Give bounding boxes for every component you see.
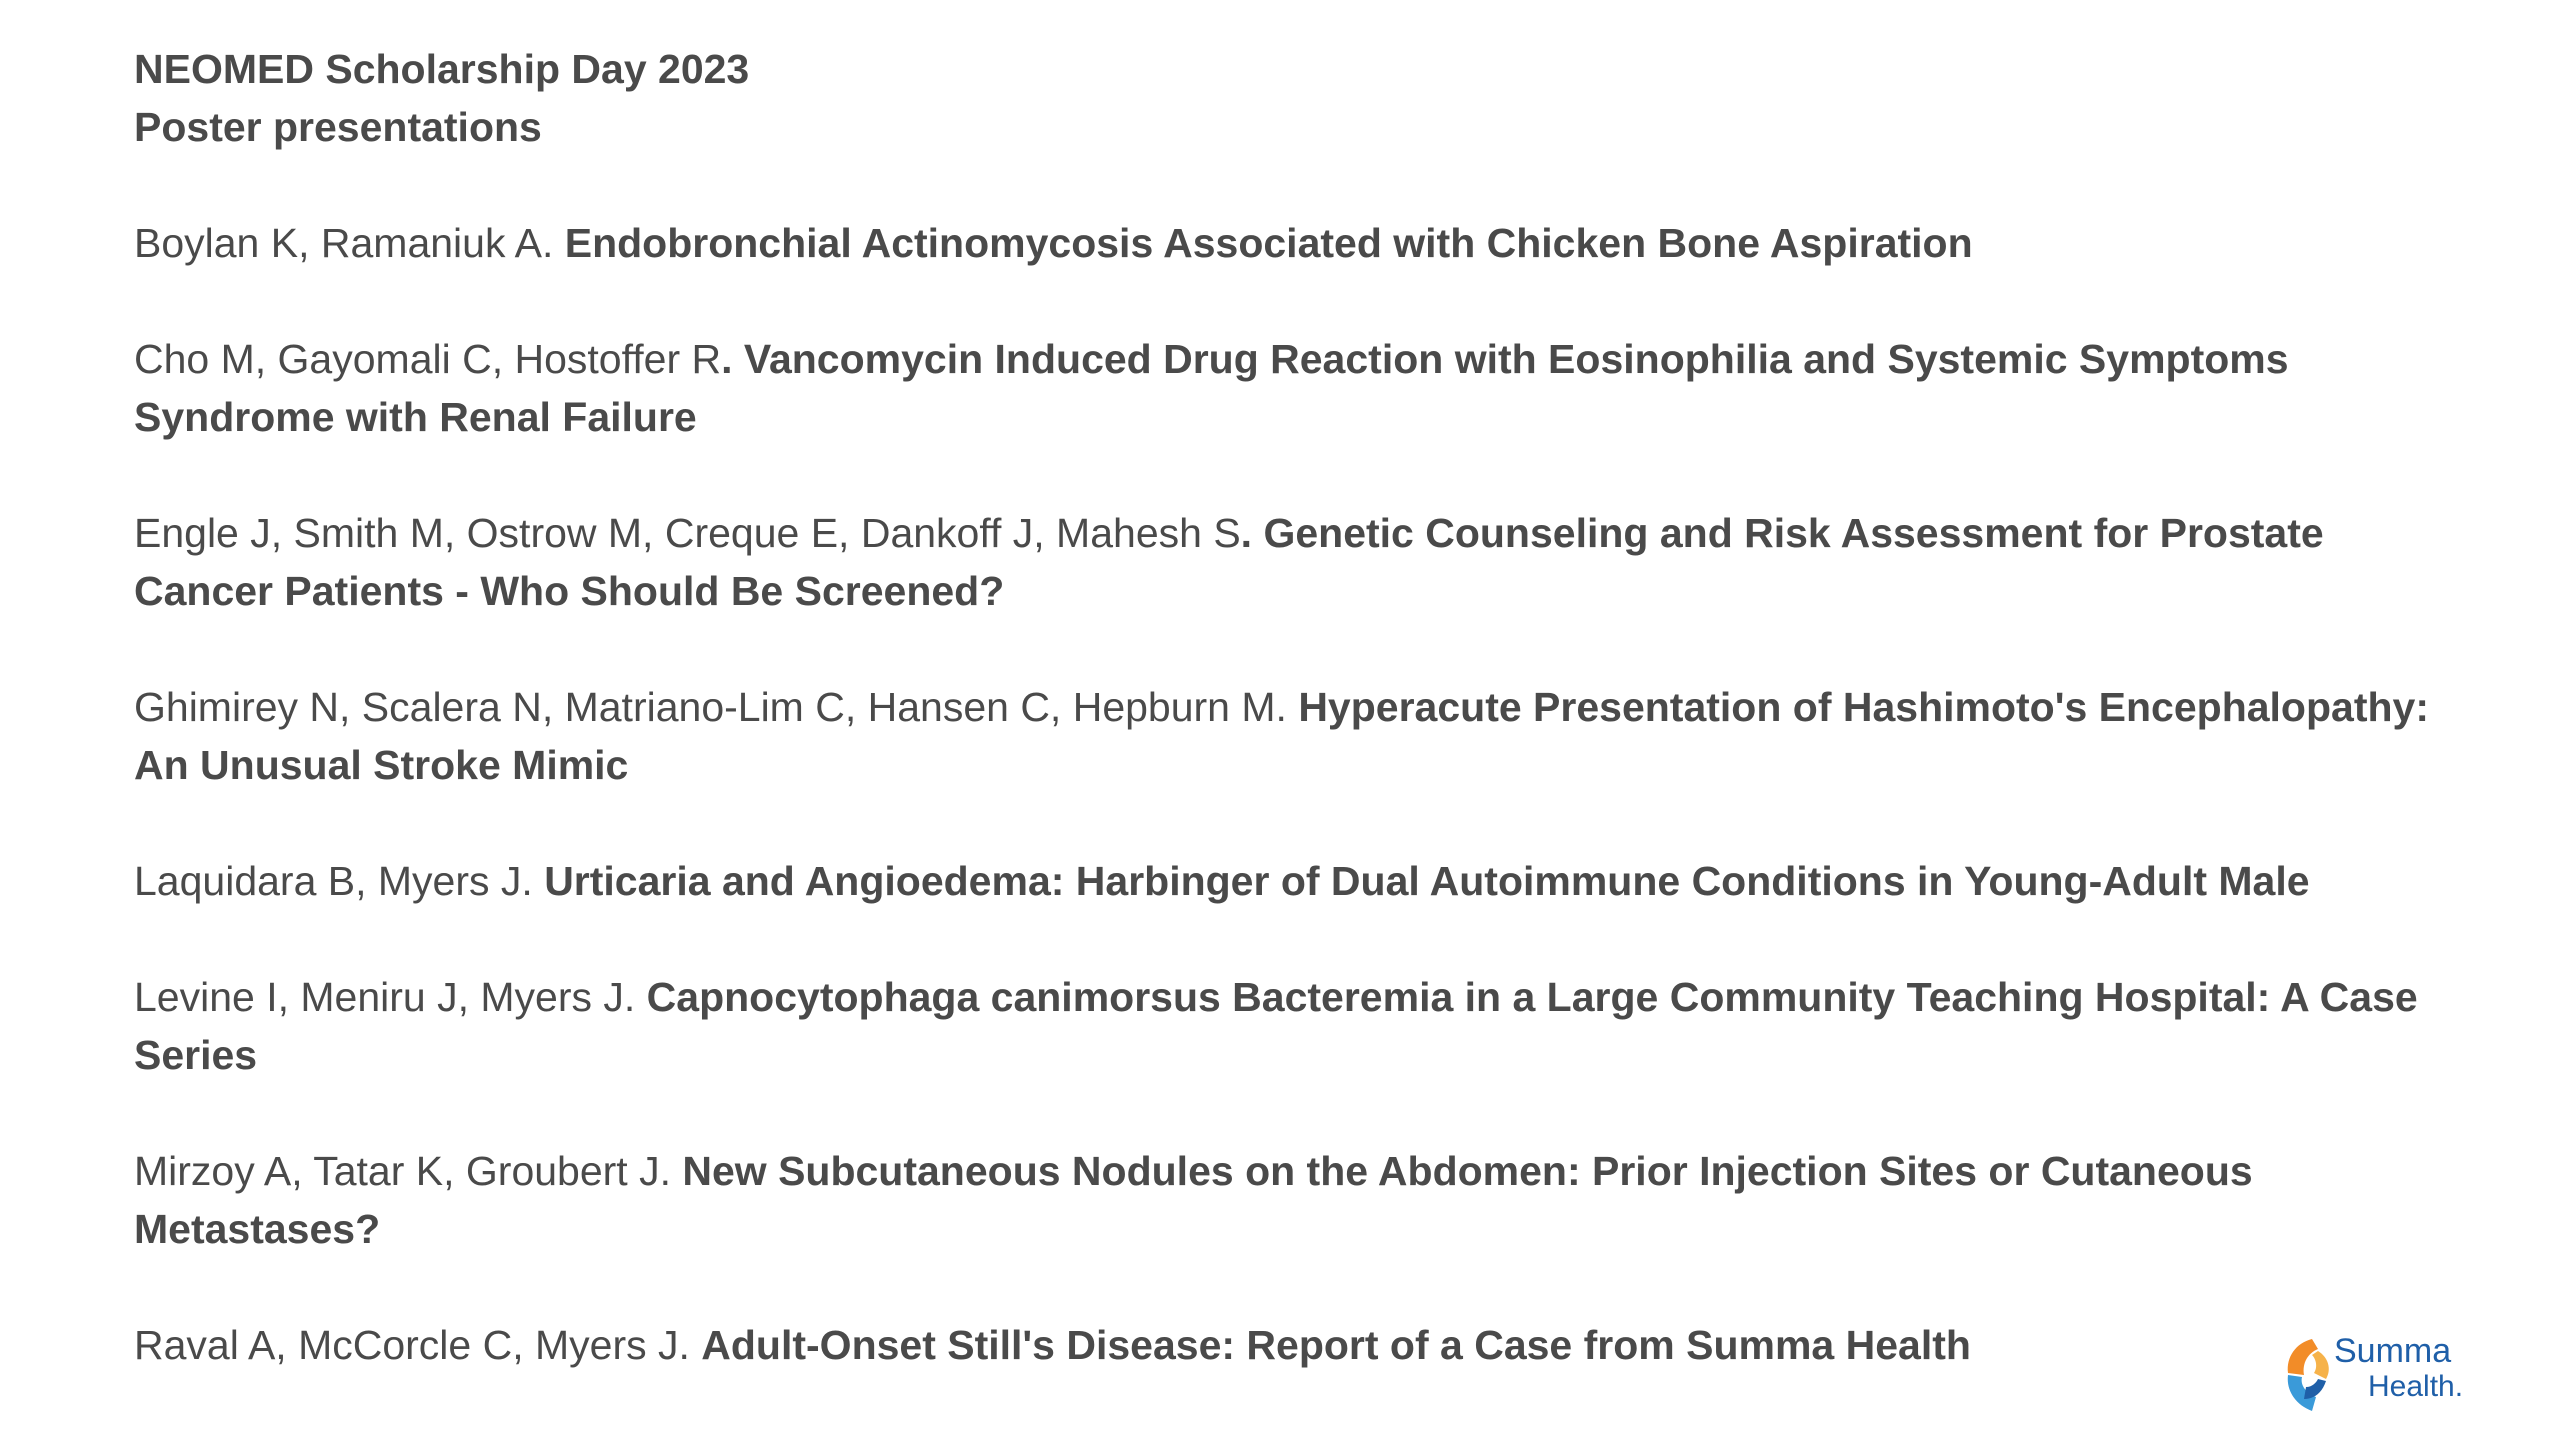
poster-list bbox=[134, 214, 2474, 1374]
poster-title: . Vancomycin Induced Drug Reaction with Eosinophilia and Systemic Symptoms Syndrome with Renal Failure bbox=[134, 336, 2289, 440]
poster-title: . Genetic Counseling and Risk Assessment for Prostate Cancer Patients - Who Should Be Screened? bbox=[134, 510, 2324, 614]
poster-title: Adult-Onset Still's Disease: Report of a Case from Summa Health bbox=[701, 1322, 1971, 1368]
poster-authors: Engle J, Smith M, Ostrow M, Creque E, Dankoff J, Mahesh S bbox=[134, 510, 1241, 556]
poster-entry bbox=[134, 1316, 2474, 1374]
poster-authors: Mirzoy A, Tatar K, Groubert J. bbox=[134, 1148, 683, 1194]
poster-entry bbox=[134, 852, 2474, 910]
poster-title: Capnocytophaga canimorsus Bacteremia in a Large Community Teaching Hospital: A Case Series bbox=[134, 974, 2418, 1078]
poster-entry bbox=[134, 504, 2474, 620]
poster-authors: Raval A, McCorcle C, Myers J. bbox=[134, 1322, 702, 1368]
poster-authors: Cho M, Gayomali C, Hostoffer R bbox=[134, 336, 722, 382]
poster-entry bbox=[134, 968, 2474, 1084]
logo-line1: Summa bbox=[2334, 1332, 2452, 1370]
logo-line2: Health. bbox=[2368, 1370, 2464, 1403]
poster-title: New Subcutaneous Nodules on the Abdomen: Prior Injection Sites or Cutaneous Metastases? bbox=[134, 1148, 2253, 1252]
poster-entry bbox=[134, 678, 2474, 794]
slide-content bbox=[134, 40, 2474, 1432]
summa-health-logo-text bbox=[2334, 1333, 2463, 1405]
poster-entry bbox=[134, 330, 2474, 446]
summa-health-logo bbox=[2278, 1325, 2468, 1415]
poster-title: Hyperacute Presentation of Hashimoto's Encephalopathy: An Unusual Stroke Mimic bbox=[134, 684, 2429, 788]
section-title: Poster presentations bbox=[134, 104, 542, 150]
poster-entry bbox=[134, 1142, 2474, 1258]
poster-authors: Levine I, Meniru J, Myers J. bbox=[134, 974, 647, 1020]
poster-authors: Ghimirey N, Scalera N, Matriano-Lim C, Hansen C, Hepburn M. bbox=[134, 684, 1299, 730]
poster-authors: Boylan K, Ramaniuk A. bbox=[134, 220, 565, 266]
poster-title: Urticaria and Angioedema: Harbinger of Dual Autoimmune Conditions in Young-Adult Male bbox=[544, 858, 2310, 904]
poster-title: Endobronchial Actinomycosis Associated with Chicken Bone Aspiration bbox=[564, 220, 1973, 266]
event-title: NEOMED Scholarship Day 2023 bbox=[134, 46, 750, 92]
slide-heading bbox=[134, 40, 2474, 156]
poster-entry bbox=[134, 214, 2474, 272]
poster-authors: Laquidara B, Myers J. bbox=[134, 858, 545, 904]
